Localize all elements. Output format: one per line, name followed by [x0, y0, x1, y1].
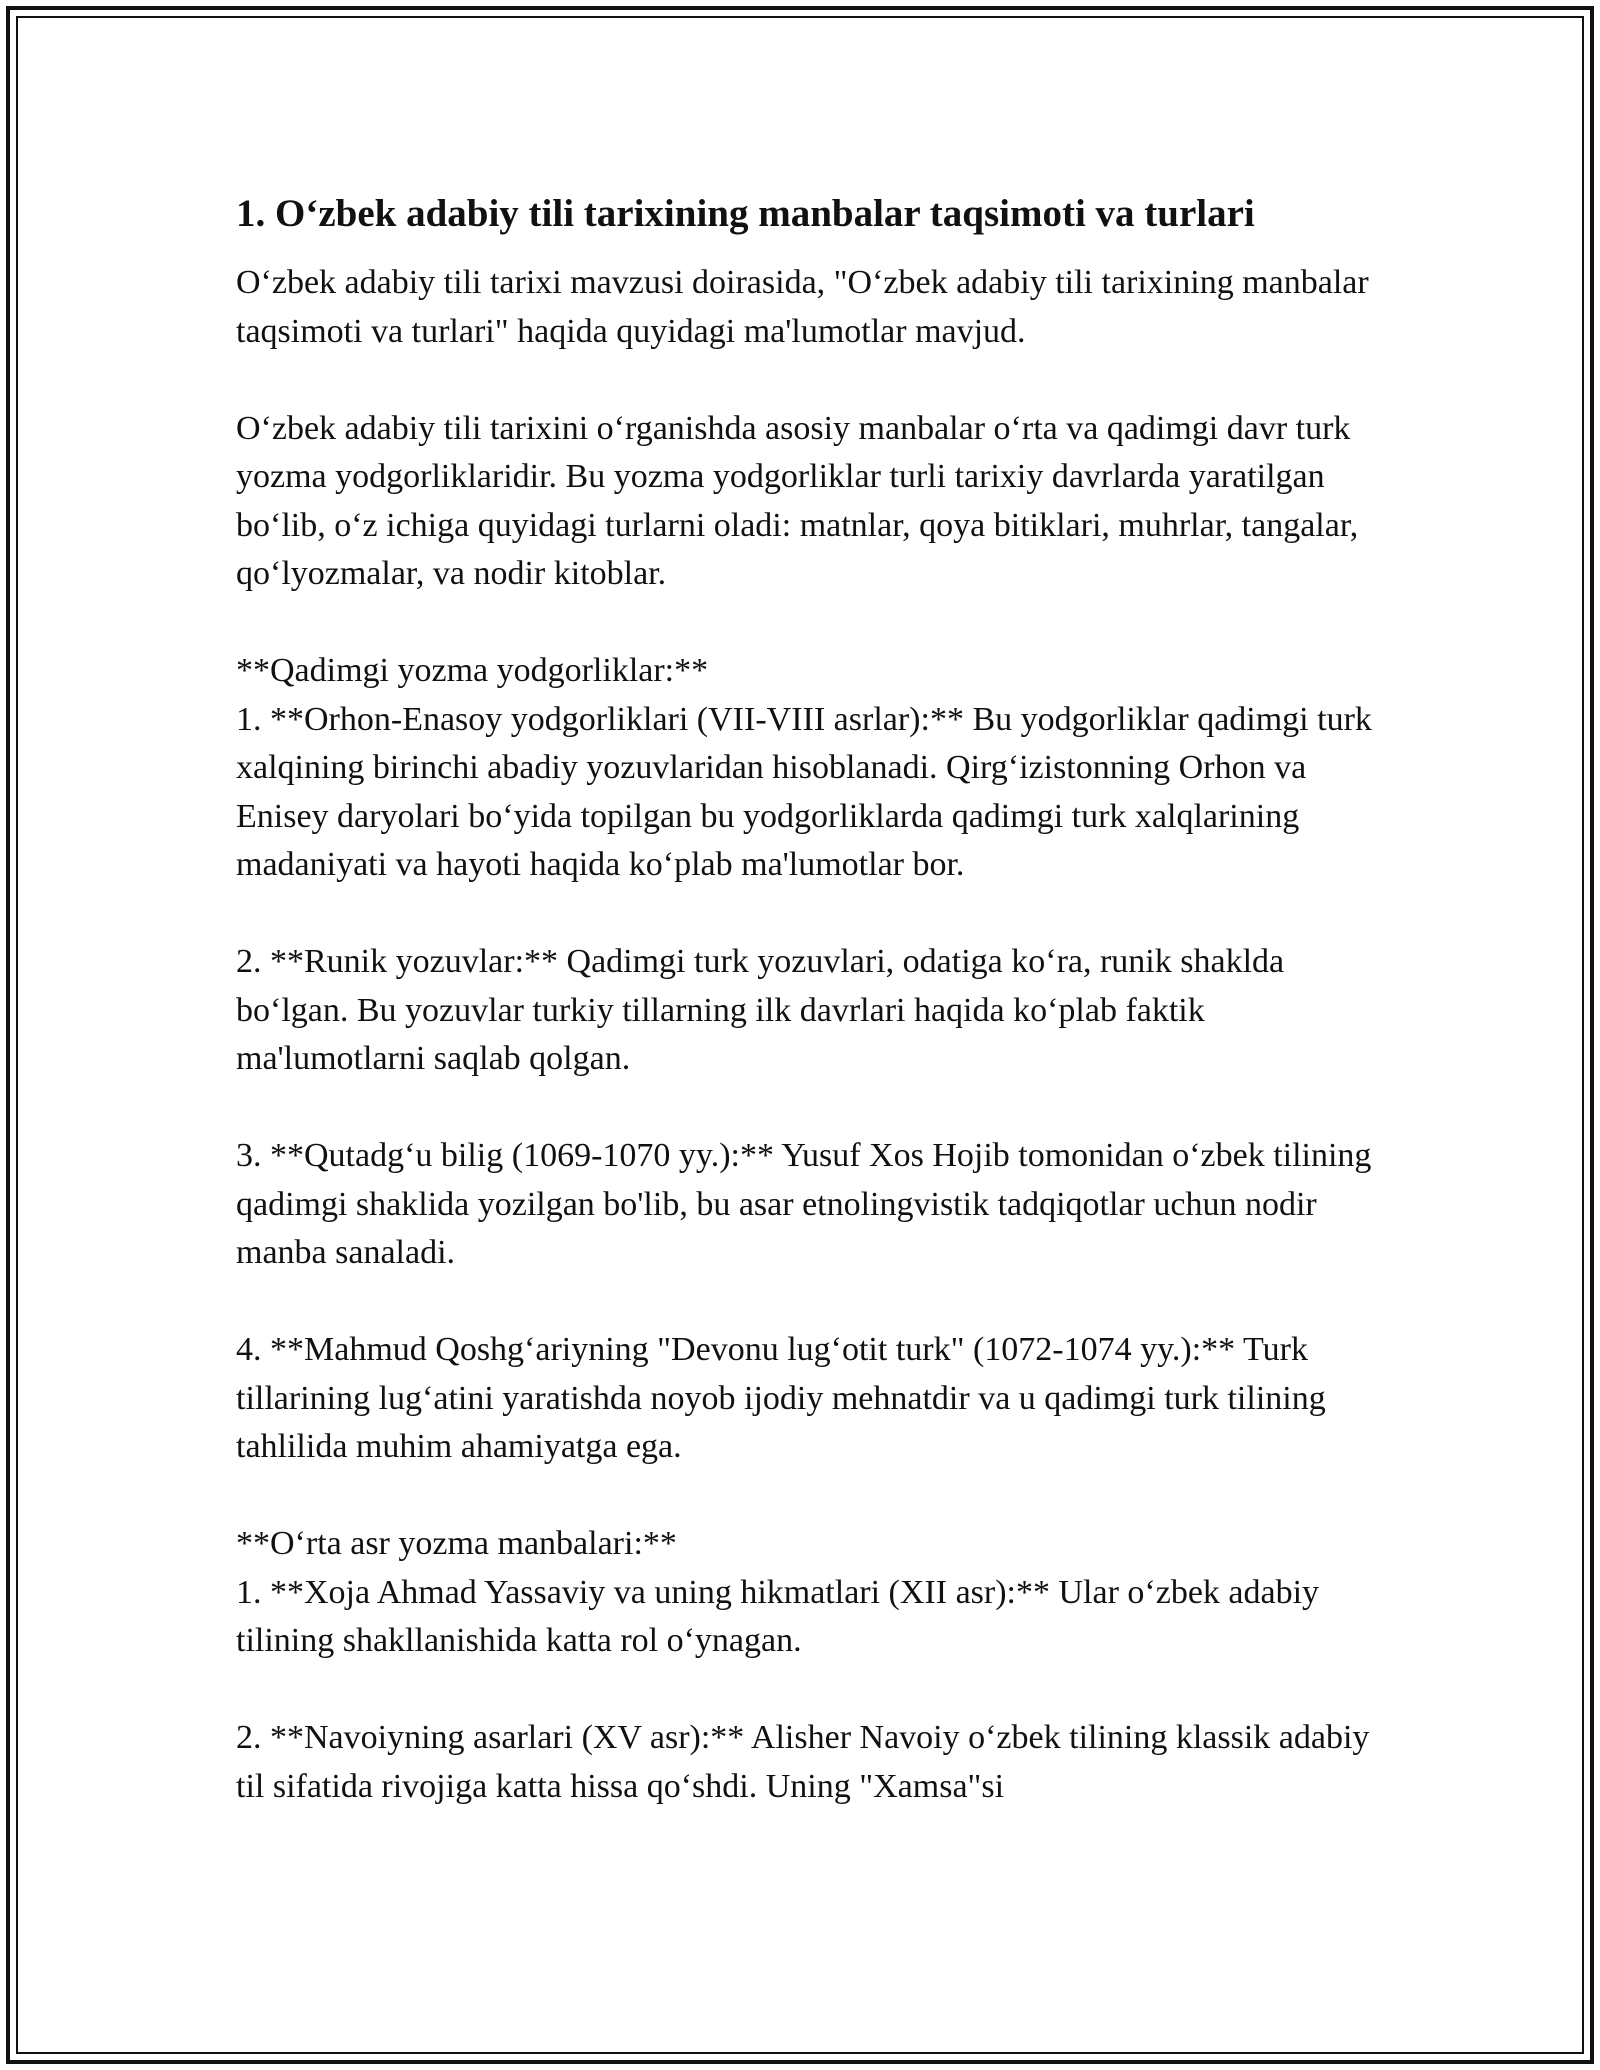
paragraph-ancient-orhon: **Qadimgi yozma yodgorliklar:** 1. **Orhon-Enasoy yodgorliklari (VII-VIII asrlar):** Bu yodgorliklar qadimgi turk xalqining birinchi abadiy yozuvlaridan hisoblanadi. Qirg‘izistonning Orhon va Enisey daryolari bo‘yida topilgan bu yodgorliklarda qadimgi turk xalqlarining madaniyati va hayoti haqida ko‘plab ma'lumotlar bor.: [236, 652, 1372, 883]
document-title: 1. O‘zbek adabiy tili tarixining manbalar taqsimoti va turlari: [236, 192, 1255, 235]
paragraph-navoiy: 2. **Navoiyning asarlari (XV asr):** Alisher Navoiy o‘zbek tilining klassik adabiy til sifatida rivojiga katta hissa qo‘shdi. Uning "Xamsa"si: [236, 1719, 1370, 1805]
paragraph-devonu-lugotit: 4. **Mahmud Qoshg‘ariyning "Devonu lug‘otit turk" (1072-1074 yy.):** Turk tillarining lug‘atini yaratishda noyob ijodiy mehnatdir va u qadimgi turk tilining tahlilida muhim ahamiyatga ega.: [236, 1331, 1326, 1465]
paragraph-runic: 2. **Runik yozuvlar:** Qadimgi turk yozuvlari, odatiga ko‘ra, runik shaklda bo‘lgan. Bu yozuvlar turkiy tillarning ilk davrlari haqida ko‘plab faktik ma'lumotlarni saqlab qolgan.: [236, 943, 1285, 1077]
paragraph-intro: O‘zbek adabiy tili tarixi mavzusi doirasida, "O‘zbek adabiy tili tarixining manbalar taqsimoti va turlari" haqida quyidagi ma'lumotlar mavjud.: [236, 264, 1369, 350]
document-body: [236, 185, 1386, 1811]
paragraph-qutadgu-bilig: 3. **Qutadg‘u bilig (1069-1070 yy.):** Yusuf Xos Hojib tomonidan o‘zbek tilining qadimgi shaklida yozilgan bo'lib, bu asar etnolingvistik tadqiqotlar uchun nodir manba sanaladi.: [236, 1137, 1372, 1271]
paragraph-main-sources: O‘zbek adabiy tili tarixini o‘rganishda asosiy manbalar o‘rta va qadimgi davr turk yozma yodgorliklaridir. Bu yozma yodgorliklar turli tarixiy davrlarda yaratilgan bo‘lib, o‘z ichiga quyidagi turlarni oladi: matnlar, qoya bitiklari, muhrlar, tangalar, qo‘lyozmalar, va nodir kitoblar.: [236, 409, 1359, 592]
paragraph-medieval-yassaviy: **O‘rta asr yozma manbalari:** 1. **Xoja Ahmad Yassaviy va uning hikmatlari (XII asr):** Ular o‘zbek adabiy tilining shakllanishida katta rol o‘ynagan.: [236, 1525, 1320, 1659]
